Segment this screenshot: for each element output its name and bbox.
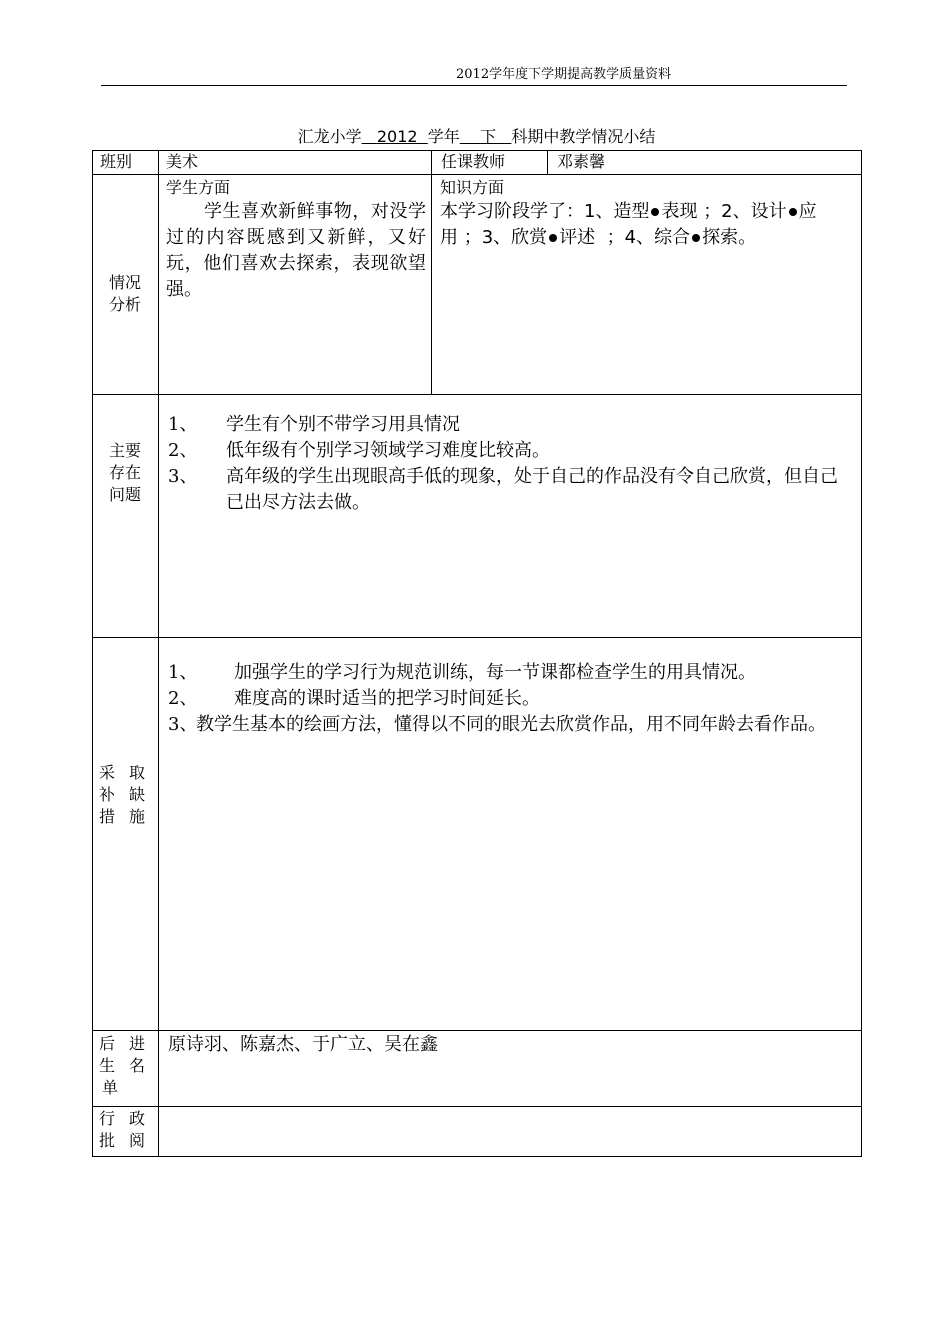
list-item: 3、 高年级的学生出现眼高手低的现象，处于自己的作品没有令自己欣赏，但自己已出尽方法去做。 bbox=[168, 466, 838, 513]
column-divider bbox=[158, 150, 159, 1156]
list-item: 3、 教学生基本的绘画方法，懂得以不同的眼光去欣赏作品，用不同年龄去看作品。 bbox=[168, 714, 826, 735]
class-value: 美术 bbox=[166, 152, 199, 171]
knowledge-text: 本学习阶段学了：1、造型 表现 ；2、设计 应用 ；3、欣赏 评述 ；4、综合 探索。 bbox=[440, 201, 817, 248]
situation-label-line2: 分析 bbox=[108, 295, 141, 314]
underachievers-label-line2: 生名 bbox=[98, 1056, 159, 1075]
teacher-name: 邓素馨 bbox=[557, 152, 606, 171]
list-item: 2、 低年级有个别学习领域学习难度比较高。 bbox=[168, 440, 550, 461]
knowledge-heading: 知识方面 bbox=[440, 178, 505, 197]
problems-label-line1: 主要 bbox=[108, 441, 141, 460]
row-divider bbox=[92, 174, 862, 175]
column-divider bbox=[547, 150, 548, 174]
list-item: 1、 学生有个别不带学习用具情况 bbox=[168, 414, 460, 435]
problems-label bbox=[92, 440, 158, 506]
underachievers-names: 原诗羽、陈嘉杰、于广立、吴在鑫 bbox=[168, 1034, 438, 1055]
bullet-dot bbox=[692, 234, 700, 242]
admin-label-line2: 批阅 bbox=[98, 1131, 159, 1150]
underachievers-label bbox=[96, 1033, 162, 1099]
admin-label bbox=[96, 1108, 162, 1152]
underachievers-label-line3: 单 bbox=[102, 1078, 119, 1097]
class-label: 班别 bbox=[100, 152, 133, 171]
student-heading: 学生方面 bbox=[166, 178, 231, 197]
problems-list bbox=[168, 412, 854, 516]
problems-label-line2: 存在 bbox=[108, 463, 141, 482]
row-divider bbox=[92, 1106, 862, 1107]
page-header: 2012学年度下学期提高教学质量资料 bbox=[456, 67, 672, 82]
table-border-right bbox=[861, 150, 862, 1156]
situation-label-line1: 情况 bbox=[108, 273, 141, 292]
list-item: 2、 难度高的课时适当的把学习时间延长。 bbox=[168, 688, 540, 709]
column-divider bbox=[431, 150, 432, 394]
student-text: 学生喜欢新鲜事物，对没学过的内容既感到又新鲜，又好玩，他们喜欢去探索，表现欲望强。 bbox=[166, 201, 426, 300]
row-divider bbox=[92, 394, 862, 395]
title-term: 下 bbox=[480, 127, 497, 146]
bullet-dot bbox=[651, 208, 659, 216]
document-title bbox=[92, 127, 861, 147]
student-aspect bbox=[166, 177, 426, 303]
teacher-label: 任课教师 bbox=[441, 152, 506, 171]
situation-label bbox=[92, 272, 158, 316]
bullet-dot bbox=[549, 234, 557, 242]
bullet-dot bbox=[789, 208, 797, 216]
measures-list bbox=[168, 660, 854, 738]
title-year: 2012 bbox=[376, 127, 418, 146]
measures-label bbox=[96, 762, 162, 828]
problems-label-line3: 问题 bbox=[108, 485, 141, 504]
list-item: 1、 加强学生的学习行为规范训练，每一节课都检查学生的用具情况。 bbox=[168, 662, 756, 683]
table-border-bottom bbox=[92, 1156, 862, 1157]
measures-label-line3: 措施 bbox=[98, 807, 159, 826]
title-year-suffix: 学年 bbox=[427, 127, 460, 146]
admin-label-line1: 行政 bbox=[98, 1109, 159, 1128]
measures-label-line2: 补缺 bbox=[98, 785, 159, 804]
row-divider bbox=[92, 637, 862, 638]
underachievers-label-line1: 后进 bbox=[98, 1034, 159, 1053]
knowledge-aspect bbox=[440, 177, 856, 251]
title-suffix: 科期中教学情况小结 bbox=[511, 127, 656, 146]
row-divider bbox=[92, 1030, 862, 1031]
title-school: 汇龙小学 bbox=[297, 127, 362, 146]
measures-label-line1: 采取 bbox=[98, 763, 159, 782]
header-rule bbox=[101, 85, 847, 86]
